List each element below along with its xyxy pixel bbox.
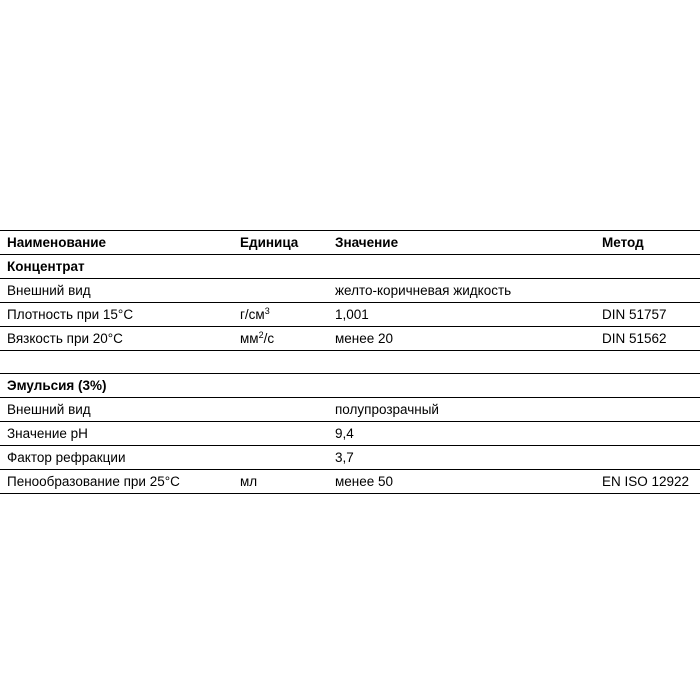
spacer-cell	[0, 351, 700, 374]
row-value: менее 20	[328, 327, 595, 351]
row-method	[595, 422, 700, 446]
table-header-row	[0, 231, 700, 255]
row-name: Внешний вид	[0, 398, 233, 422]
row-value: 1,001	[328, 303, 595, 327]
row-name: Значение pH	[0, 422, 233, 446]
row-unit	[233, 446, 328, 470]
section-row-concentrate	[0, 255, 700, 279]
table-row	[0, 398, 700, 422]
row-name: Фактор рефракции	[0, 446, 233, 470]
header-name: Наименование	[0, 231, 233, 255]
properties-sheet	[0, 230, 700, 494]
row-value: 9,4	[328, 422, 595, 446]
row-name: Пенообразование при 25°C	[0, 470, 233, 494]
row-method: DIN 51562	[595, 327, 700, 351]
row-method	[595, 279, 700, 303]
header-method: Метод	[595, 231, 700, 255]
table-row	[0, 422, 700, 446]
row-unit	[233, 279, 328, 303]
table-row	[0, 327, 700, 351]
row-unit: $мм^2/с$	[233, 327, 328, 351]
row-unit: $г/см^3$	[233, 303, 328, 327]
table-row	[0, 470, 700, 494]
row-value: 3,7	[328, 446, 595, 470]
row-name: Внешний вид	[0, 279, 233, 303]
row-name: Вязкость при 20°C	[0, 327, 233, 351]
header-value: Значение	[328, 231, 595, 255]
section-title-emulsion: Эмульсия (3%)	[0, 374, 700, 398]
table-row	[0, 446, 700, 470]
table-row	[0, 303, 700, 327]
row-unit: мл	[233, 470, 328, 494]
section-title-concentrate: Концентрат	[0, 255, 700, 279]
row-unit	[233, 398, 328, 422]
row-method: EN ISO 12922	[595, 470, 700, 494]
table-row	[0, 279, 700, 303]
row-unit	[233, 422, 328, 446]
properties-table	[0, 230, 700, 494]
section-spacer	[0, 351, 700, 374]
row-method: DIN 51757	[595, 303, 700, 327]
section-row-emulsion	[0, 374, 700, 398]
header-unit: Единица	[233, 231, 328, 255]
row-value: менее 50	[328, 470, 595, 494]
row-value: желто-коричневая жидкость	[328, 279, 595, 303]
row-name: Плотность при 15°C	[0, 303, 233, 327]
row-method	[595, 398, 700, 422]
row-method	[595, 446, 700, 470]
row-value: полупрозрачный	[328, 398, 595, 422]
